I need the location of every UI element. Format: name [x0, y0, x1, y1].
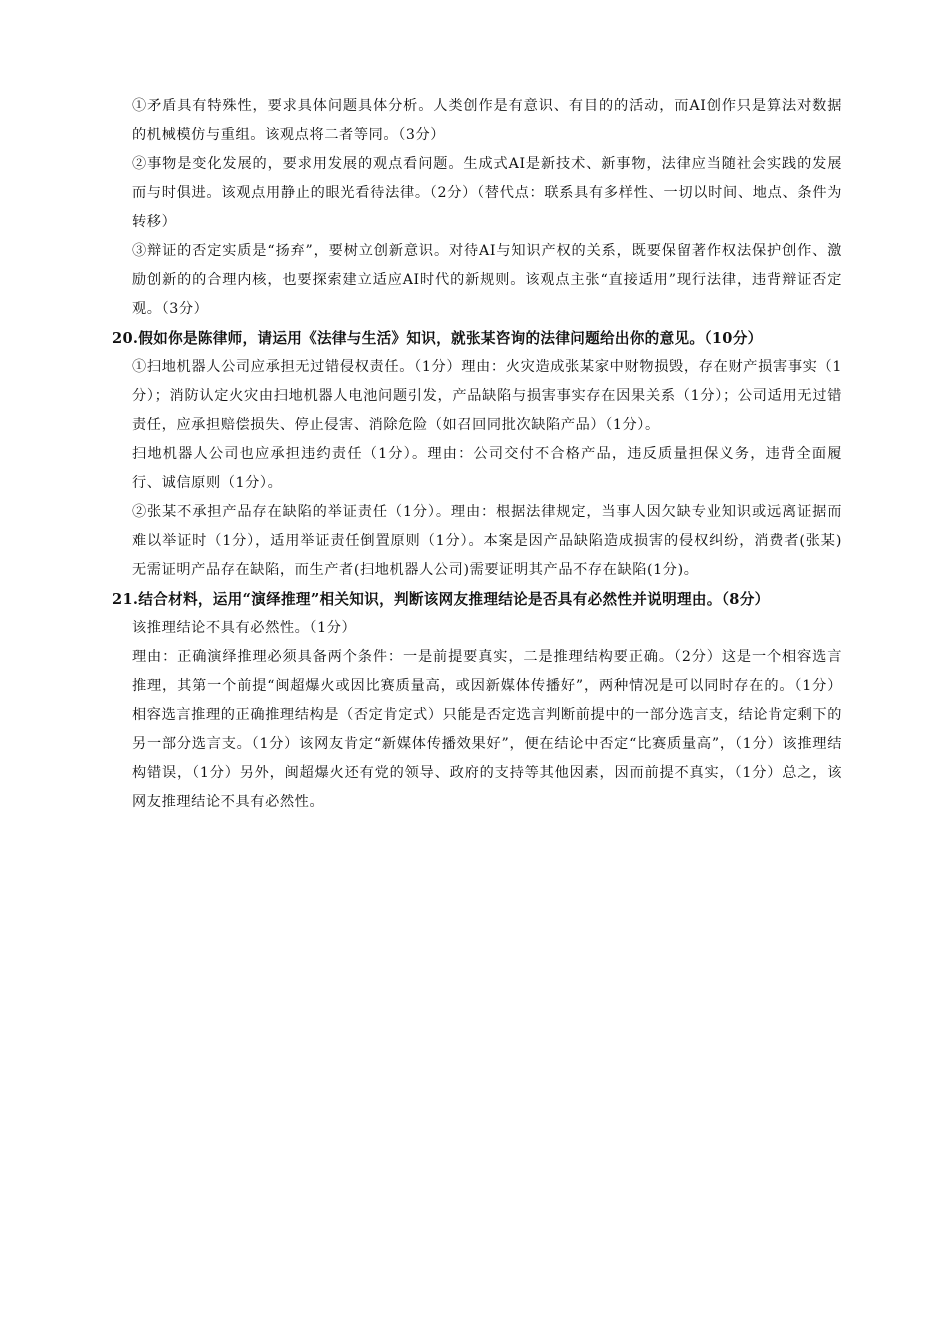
q19-answer-3: ③辩证的否定实质是“扬弃”，要树立创新意识。对待AI与知识产权的关系，既要保留著作权法保护创作、激励创新的的合理内核，也要探索建立适应AI时代的新规则。该观点主张“直接适用”现行法律，违背辩证否定观。（3分）: [132, 243, 842, 317]
q21-answer-1: 该推理结论不具有必然性。（1分）: [132, 620, 357, 636]
q21-answer-2: 理由：正确演绎推理必须具备两个条件：一是前提要真实，二是推理结构要正确。（2分）这是一个相容选言推理，其第一个前提“闽超爆火或因比赛质量高，或因新媒体传播好”，两种情况是可以同时存在的。（1分）相容选言推理的正确推理结构是（否定肯定式）只能是否定选言判断前提中的一部分选言支，结论肯定剩下的另一部分选言支。（1分）该网友肯定“新媒体传播效果好”，便在结论中否定“比赛质量高”，（1分）该推理结构错误，（1分）另外，闽超爆火还有党的领导、政府的支持等其他因素，因而前提不真实，（1分）总之，该网友推理结论不具有必然性。: [132, 649, 842, 810]
q20-question: 20.假如你是陈律师，请运用《法律与生活》知识，就张某咨询的法律问题给出你的意见。（10分）: [112, 330, 763, 347]
q21-question: 21.结合材料，运用“演绎推理”相关知识，判断该网友推理结论是否具有必然性并说明理由。（8分）: [112, 591, 770, 608]
q19-answer-1: ①矛盾具有特殊性，要求具体问题具体分析。人类创作是有意识、有目的的活动，而AI创作只是算法对数据的机械模仿与重组。该观点将二者等同。（3分）: [132, 98, 842, 143]
answer-text: [112, 92, 842, 817]
q20-answer-2: 扫地机器人公司也应承担违约责任（1分）。理由：公司交付不合格产品，违反质量担保义务，违背全面履行、诚信原则（1分）。: [132, 446, 842, 491]
q20-answer-1: ①扫地机器人公司应承担无过错侵权责任。（1分）理由：火灾造成张某家中财物损毁，存在财产损害事实（1分）；消防认定火灾由扫地机器人电池问题引发，产品缺陷与损害事实存在因果关系（1分）；公司适用无过错责任，应承担赔偿损失、停止侵害、消除危险（如召回同批次缺陷产品）（1分）。: [132, 359, 842, 433]
q19-answer-2: ②事物是变化发展的，要求用发展的观点看问题。生成式AI是新技术、新事物，法律应当随社会实践的发展而与时俱进。该观点用静止的眼光看待法律。（2分）（替代点：联系具有多样性、一切以时间、地点、条件为转移）: [132, 156, 842, 230]
q20-answer-3: ②张某不承担产品存在缺陷的举证责任（1分）。理由：根据法律规定，当事人因欠缺专业知识或远离证据而难以举证时（1分），适用举证责任倒置原则（1分）。本案是因产品缺陷造成损害的侵权纠纷，消费者(张某)无需证明产品存在缺陷，而生产者(扫地机器人公司)需要证明其产品不存在缺陷(1分)。: [132, 504, 842, 578]
